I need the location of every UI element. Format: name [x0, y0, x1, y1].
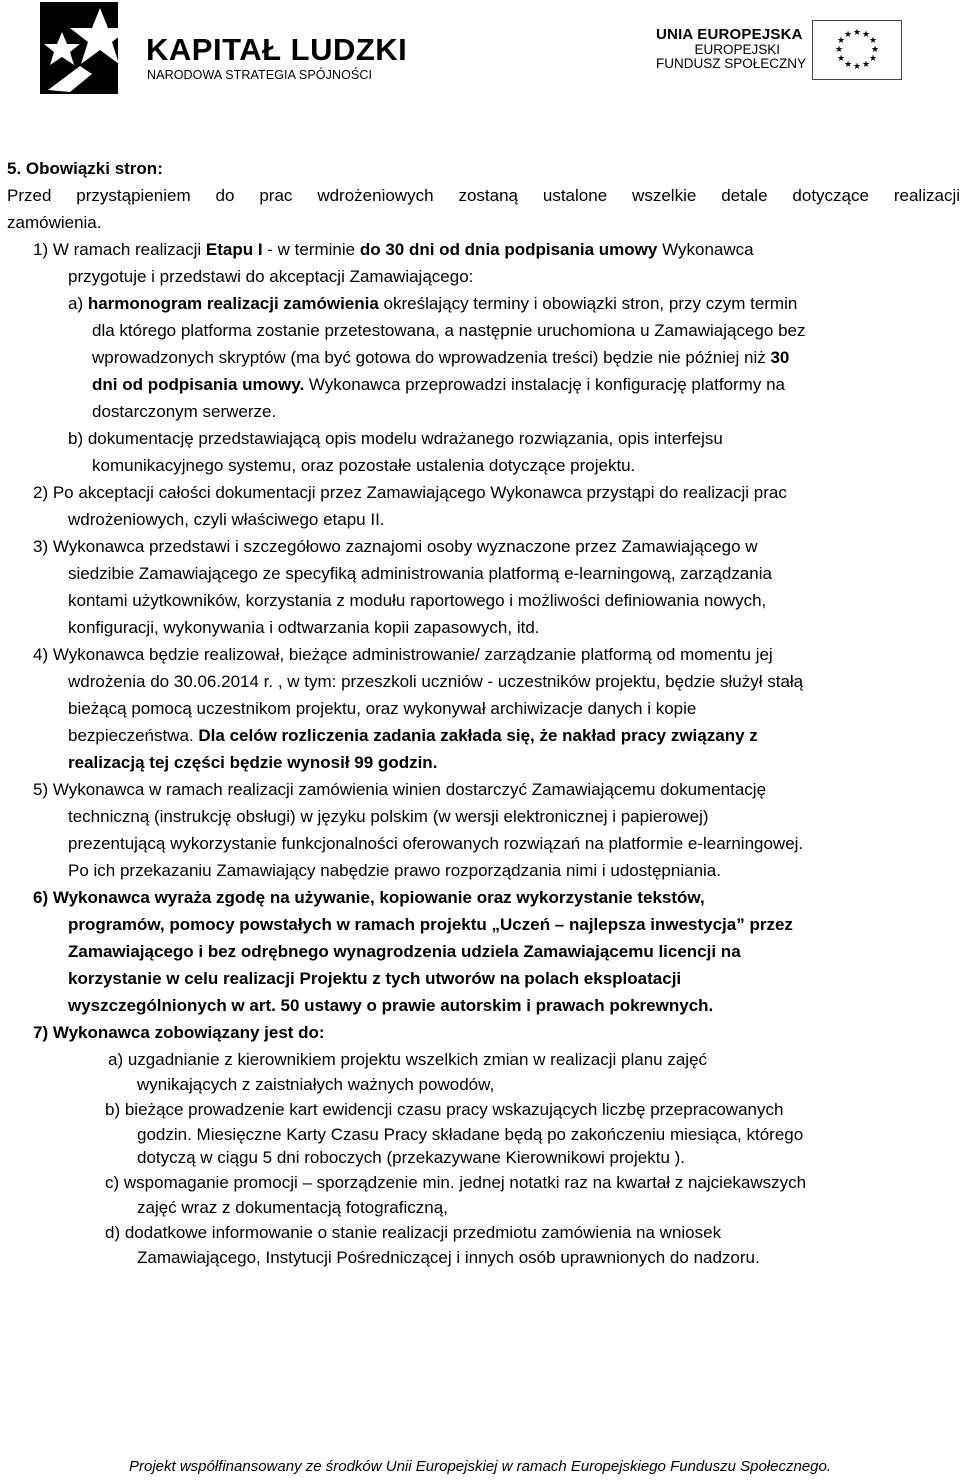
text-bold: harmonogram realizacji zamówienia — [87, 294, 379, 313]
section-heading: 5. Obowiązki stron: — [7, 159, 163, 178]
text-bold: Etapu I — [205, 240, 263, 259]
svg-text:★: ★ — [861, 30, 871, 40]
item-4-line-3: bieżącą pomocą uczestnikom projektu, oraz wykonywał archiwizacje danych i kopie — [68, 699, 697, 718]
eu-line-3: FUNDUSZ SPOŁECZNY — [656, 56, 807, 71]
svg-text:★: ★ — [861, 60, 871, 70]
eu-logo — [656, 26, 956, 86]
item-5-line-4: Po ich przekazaniu Zamawiający nabędzie prawo rozporządzania nimi i udostępniania. — [68, 861, 721, 880]
text-bold: Dla celów rozliczenia zadania zakłada się, że nakład pracy związany z — [198, 726, 758, 745]
item-6-line-4: korzystanie w celu realizacji Projektu z tych utworów na polach eksploatacji — [68, 969, 682, 988]
item-7b-line-2: godzin. Miesięczne Karty Czasu Pracy składane będą po zakończeniu miesiąca, którego — [137, 1125, 804, 1144]
svg-text:★: ★ — [843, 60, 853, 70]
item-7a-line-2: wynikających z zaistniałych ważnych powodów, — [137, 1075, 495, 1094]
item-6-line-1: 6) Wykonawca wyraża zgodę na używanie, kopiowanie oraz wykorzystanie tekstów, — [33, 888, 705, 907]
text: 1) W ramach realizacji — [33, 240, 206, 259]
item-3-line-1: 3) Wykonawca przedstawi i szczegółowo zaznajomi osoby wyznaczone przez Zamawiającego w — [33, 537, 758, 556]
kapital-ludzki-title: KAPITAŁ LUDZKI — [146, 32, 408, 67]
item-7c-line-2: zajęć wraz z dokumentacją fotograficzną, — [137, 1198, 448, 1217]
item-4-line-1: 4) Wykonawca będzie realizował, bieżące administrowanie/ zarządzanie platformą od momentu jej — [33, 645, 773, 664]
text-bold: dni od podpisania umowy. — [92, 375, 305, 394]
item-1a-line-1 — [7, 290, 960, 317]
svg-text:★: ★ — [868, 54, 878, 64]
kapital-ludzki-subtitle: NARODOWA STRATEGIA SPÓJNOŚCI — [147, 68, 373, 82]
text: Wykonawca — [657, 240, 754, 259]
item-3-line-2: siedzibie Zamawiającego ze specyfiką administrowania platformą e-learningową, zarządzania — [68, 564, 772, 583]
item-2-line-2: wdrożeniowych, czyli właściwego etapu II. — [68, 510, 385, 529]
eu-line-1: UNIA EUROPEJSKA — [656, 26, 803, 43]
text: - w terminie — [262, 240, 360, 259]
item-5-line-2: techniczną (instrukcję obsługi) w języku polskim (w wersji elektronicznej i papierowej) — [68, 807, 709, 826]
item-1a-line-4 — [7, 371, 960, 398]
item-1a-line-3 — [7, 344, 960, 371]
item-1a-line-5: dostarczonym serwerze. — [92, 402, 277, 421]
item-5-line-1: 5) Wykonawca w ramach realizacji zamówienia winien dostarczyć Zamawiającemu dokumentację — [33, 780, 767, 799]
item-6-line-3: Zamawiającego i bez odrębnego wynagrodzenia udziela Zamawiającemu licencji na — [68, 942, 741, 961]
item-1b-line-1: b) dokumentację przedstawiającą opis modelu wdrażanego rozwiązania, opis interfejsu — [68, 429, 723, 448]
text: a) — [68, 294, 88, 313]
item-2-line-1: 2) Po akceptacji całości dokumentacji przez Zamawiającego Wykonawca przystąpi do realizacji prac — [33, 483, 787, 502]
item-3-line-4: konfiguracji, wykonywania i odtwarzania kopii zapasowych, itd. — [68, 618, 540, 637]
item-7c-line-1: c) wspomaganie promocji – sporządzenie min. jednej notatki raz na kwartał z najciekawszych — [105, 1173, 807, 1192]
item-3-line-3: kontami użytkowników, korzystania z modułu raportowego i możliwości definiowania nowych, — [68, 591, 767, 610]
intro-line-1: Przed przystąpieniem do prac wdrożeniowych zostaną ustalone wszelkie detale dotyczące realizacji — [7, 186, 960, 205]
item-1b-line-2: komunikacyjnego systemu, oraz pozostałe ustalenia dotyczące projektu. — [92, 456, 636, 475]
intro-line-2: zamówienia. — [7, 213, 102, 232]
eu-logo-text — [656, 26, 807, 71]
eu-flag-icon — [812, 20, 902, 80]
text: bezpieczeństwa. — [68, 726, 199, 745]
item-5-line-3: prezentującą wykorzystanie funkcjonalności oferowanych rozwiązań na platformie e-learningowej. — [68, 834, 804, 853]
page-header — [0, 0, 960, 100]
text-bold: do 30 dni od dnia podpisania umowy — [359, 240, 658, 259]
svg-text:★: ★ — [843, 30, 853, 40]
item-7a-line-1: a) uzgadnianie z kierownikiem projektu wszelkich zmian w realizacji planu zajęć — [108, 1050, 708, 1069]
item-7-line-1: 7) Wykonawca zobowiązany jest do: — [33, 1023, 325, 1042]
svg-text:★: ★ — [836, 36, 846, 46]
item-7b-line-1: b) bieżące prowadzenie kart ewidencji czasu pracy wskazujących liczbę przepracowanych — [105, 1100, 784, 1119]
kapital-ludzki-logo — [40, 2, 408, 94]
item-1a-line-2: dla którego platforma zostanie przetestowana, a następnie uruchomiona u Zamawiającego bez — [92, 321, 806, 340]
item-7b-line-3: dotyczą w ciągu 5 dni roboczych (przekazywane Kierownikowi projektu ). — [137, 1148, 686, 1167]
svg-text:★: ★ — [852, 62, 862, 72]
page-footer: Projekt współfinansowany ze środków Unii Europejskiej w ramach Europejskiego Funduszu Społecznego. — [128, 1458, 832, 1475]
item-4-line-5: realizacją tej części będzie wynosił 99 godzin. — [68, 753, 438, 772]
text: Wykonawca przeprowadzi instalację i konfigurację platformy na — [304, 375, 785, 394]
document-body — [7, 155, 960, 1269]
item-7d-line-1: d) dodatkowe informowanie o stanie realizacji przedmiotu zamówienia na wniosek — [105, 1223, 722, 1242]
item-4-line-4 — [7, 722, 960, 749]
kapital-ludzki-emblem-icon — [40, 2, 140, 94]
svg-text:★: ★ — [868, 36, 878, 46]
svg-text:★: ★ — [852, 28, 862, 38]
text-bold: 30 — [770, 348, 790, 367]
item-1-line-2: przygotuje i przedstawi do akceptacji Zamawiającego: — [68, 267, 474, 286]
svg-text:★: ★ — [870, 45, 880, 55]
text: określający terminy i obowiązki stron, przy czym termin — [378, 294, 798, 313]
svg-text:★: ★ — [834, 45, 844, 55]
item-1-line-1 — [7, 236, 960, 263]
text: wprowadzonych skryptów (ma być gotowa do wprowadzenia treści) będzie nie później niż — [92, 348, 771, 367]
svg-text:★: ★ — [836, 54, 846, 64]
item-6-line-5: wyszczególnionych w art. 50 ustawy o prawie autorskim i prawach pokrewnych. — [68, 996, 714, 1015]
item-4-line-2: wdrożenia do 30.06.2014 r. , w tym: przeszkoli uczniów - uczestników projektu, będzie służył stałą — [68, 672, 804, 691]
item-7d-line-2: Zamawiającego, Instytucji Pośredniczącej i innych osób uprawnionych do nadzoru. — [137, 1248, 760, 1267]
item-6-line-2: programów, pomocy powstałych w ramach projektu „Uczeń – najlepsza inwestycja” przez — [68, 915, 793, 934]
eu-line-2: EUROPEJSKI — [694, 42, 780, 57]
